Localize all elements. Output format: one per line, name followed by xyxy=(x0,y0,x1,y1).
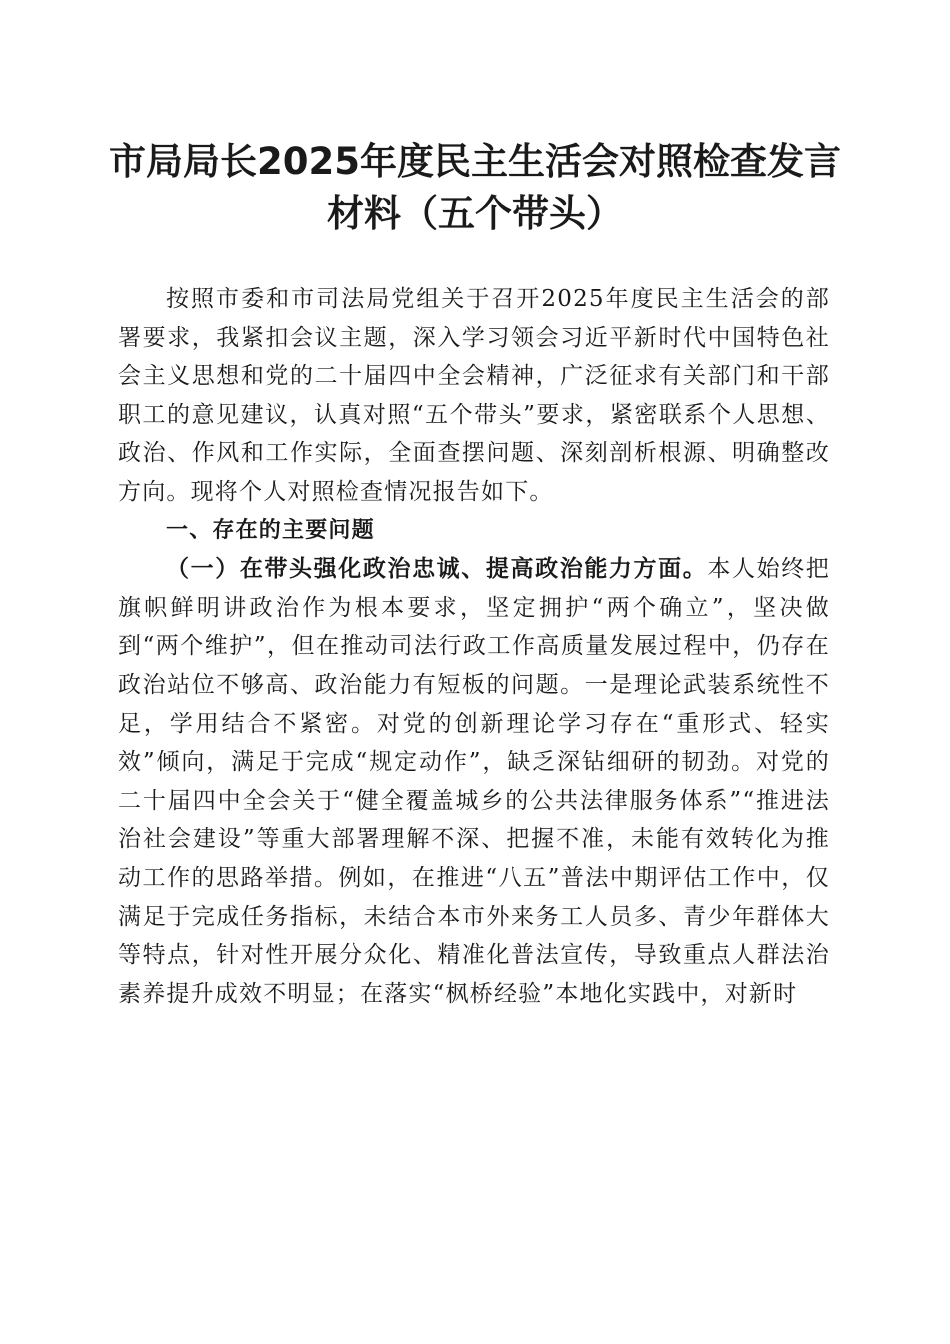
subsection-paragraph xyxy=(118,550,830,1013)
title-line-2: 材料（五个带头） xyxy=(327,192,623,235)
intro-paragraph: 按照市委和市司法局党组关于召开2025年度民主生活会的部署要求，我紧扣会议主题，深入学习领会习近平新时代中国特色社会主义思想和党的二十届四中全会精神，广泛征求有关部门和干部职工的意见建议，认真对照“五个带头”要求，紧密联系个人思想、政治、作风和工作实际，全面查摆问题、深刻剖析根源、明确整改方向。现将个人对照检查情况报告如下。 xyxy=(118,286,830,505)
section-heading: 一、存在的主要问题 xyxy=(166,517,375,543)
document-body xyxy=(118,280,830,1013)
subsection-text: 本人始终把旗帜鲜明讲政治作为根本要求，坚定拥护“两个确立”，坚决做到“两个维护”，但在推动司法行政工作高质量发展过程中，仍存在政治站位不够高、政治能力有短板的问题。一是理论武装系统性不足，学用结合不紧密。对党的创新理论学习存在“重形式、轻实效”倾向，满足于完成“规定动作”，缺乏深钻细研的韧劲。对党的二十届四中全会关于“健全覆盖城乡的公共法律服务体系”“推进法治社会建设”等重大部署理解不深、把握不准，未能有效转化为推动工作的思路举措。例如，在推进“八五”普法中期评估工作中，仅满足于完成任务指标，未结合本市外来务工人员多、青少年群体大等特点，针对性开展分众化、精准化普法宣传，导致重点人群法治素养提升成效不明显；在落实“枫桥经验”本地化实践中，对新时 xyxy=(118,556,831,1007)
title-line-1: 市局局长2025年度民主生活会对照检查发言 xyxy=(109,140,841,183)
subsection-lead: （一）在带头强化政治忠诚、提高政治能力方面。 xyxy=(166,555,708,583)
document-title xyxy=(100,136,850,240)
